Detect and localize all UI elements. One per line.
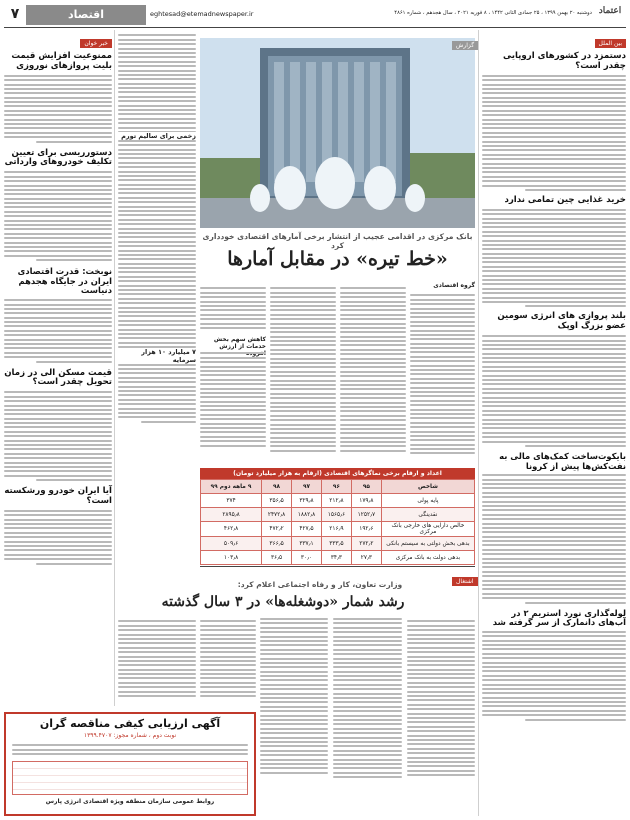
table-cell: ۵۰۹٫۶ — [201, 537, 262, 551]
right-story-body-4 — [482, 474, 626, 603]
table-cell: ۲۸۹۵٫۸ — [201, 508, 262, 522]
left-section-label: خبر خوان — [4, 30, 112, 49]
center-text-col-1 — [118, 32, 196, 482]
story-author: گروه اقتصادی — [433, 282, 475, 289]
story-body-col-b — [340, 285, 406, 461]
left-story-body-5 — [4, 510, 112, 565]
building-illustration — [200, 38, 475, 228]
table-cell: ۴۲۷٫۵ — [292, 522, 322, 537]
story-body-col-d — [200, 285, 266, 333]
table-cell: ۳۵۶٫۵ — [262, 494, 292, 508]
right-story-body-2 — [482, 209, 626, 308]
table-row — [201, 494, 475, 508]
left-story-body-3 — [4, 299, 112, 362]
left-story-headline-5: آیا ایران خودرو ورشکسته است؟ — [4, 486, 112, 507]
table-cell: ۲۷۲٫۲ — [351, 537, 381, 551]
table-cell: ۲۴۷۲٫۸ — [262, 508, 292, 522]
table-row — [201, 508, 475, 522]
header-date-line: دوشنبه ۲۰ بهمن ۱۳۹۹ ، ۲۵ جمادی الثانی ۱۴۴۲ ، ۸ فوریه ۲۰۲۱ ، سال هجدهم ، شماره ۴۸۶۱ — [394, 10, 592, 16]
table-cell: ۳۲۹٫۸ — [292, 494, 322, 508]
right-story-headline-3: بلند پروازی های انرژی سومین عضو بزرگ اوپک — [497, 311, 626, 332]
left-story-headline-1: ممنوعیت افزایش قیمت بلیت پروازهای نوروزی — [11, 51, 112, 71]
left-story-headline-3: نوبخت: قدرت اقتصادی ایران در جایگاه هجدهم دنیاست — [17, 266, 112, 296]
table-cell: بدهی دولت به بانک مرکزی — [381, 551, 474, 565]
bank-building-photo — [200, 38, 475, 228]
table-row — [201, 522, 475, 537]
table-header-cell: ۹۸ — [262, 480, 292, 494]
table-cell: ۲۷٫۳ — [351, 551, 381, 565]
left-story-body-2 — [4, 171, 112, 261]
table-cell: خالص دارایی های خارجی بانک مرکزی — [381, 522, 474, 537]
right-column — [482, 30, 626, 816]
right-story-headline-5: لوله‌گذاری نورد استریم ۲ در آب‌های دانمارک از سر گرفته شد — [492, 607, 626, 628]
table-row — [201, 537, 475, 551]
right-story-headline-1: دستمزد در کشورهای اروپایی چقدر است؟ — [503, 51, 626, 71]
table-header-cell: شاخص — [381, 480, 474, 494]
table-cell: ۱۸۸۲٫۸ — [292, 508, 322, 522]
story-body-col-a — [410, 292, 475, 460]
story-body-col-e — [200, 350, 266, 460]
ad-grid — [12, 761, 248, 795]
table-cell: ۱۵۶۵٫۶ — [321, 508, 351, 522]
table-cell: ۳۶٫۵ — [262, 551, 292, 565]
table-header-cell: ۹۶ — [321, 480, 351, 494]
table-cell: ۲۱۲٫۸ — [321, 494, 351, 508]
newspaper-logo: اعتماد — [598, 6, 622, 16]
story-kicker-tag: گزارش — [452, 32, 478, 51]
sub-head-2: ۷ میلیارد ۱۰ هزار سرمایه — [118, 348, 196, 364]
table-grid — [200, 479, 475, 565]
left-story-body-1 — [4, 75, 112, 143]
table-row — [201, 551, 475, 565]
left-column — [4, 30, 112, 710]
table-cell: ۱۲۵۲٫۷ — [351, 508, 381, 522]
story-headline: «خط تیره» در مقابل آمارها — [227, 248, 448, 270]
right-story-body-5 — [482, 631, 626, 721]
table-cell: ۳۳۷٫۱ — [292, 537, 322, 551]
section-title: اقتصاد — [67, 8, 105, 21]
ad-footer: روابط عمومی سازمان منطقه ویژه اقتصادی انرژی پارس — [45, 797, 215, 805]
table-header-row — [201, 480, 475, 494]
table-cell: بدهی بخش دولتی به سیستم بانکی — [381, 537, 474, 551]
table-cell: ۱۰۳٫۸ — [201, 551, 262, 565]
table-cell: ۳۷۴ — [201, 494, 262, 508]
table-cell: ۳۶۶٫۵ — [262, 537, 292, 551]
table-cell: ۱۹۲٫۶ — [351, 522, 381, 537]
right-section-label: بین الملل — [482, 30, 626, 49]
employment-kicker: وزارت تعاون، کار و رفاه اجتماعی اعلام کرد: — [237, 580, 403, 589]
table-cell: ۲۱۶٫۹ — [321, 522, 351, 537]
employment-body-left — [200, 618, 256, 710]
right-story-headline-4: بایکوت‌ساخت کمک‌های مالی به نفت‌کش‌ها پیش از کرونا — [499, 450, 626, 471]
story-dek: بانک مرکزی در اقدامی عجیب از انتشار برخی آمارهای اقتصادی خودداری کرد — [202, 232, 473, 250]
left-story-body-4 — [4, 391, 112, 481]
table-header-cell: ۹ ماهه دوم ۹۹ — [201, 480, 262, 494]
employment-body-far-left — [118, 618, 196, 710]
right-story-headline-2: خرید غذایی چین تمامی ندارد — [504, 194, 626, 205]
page-header — [0, 0, 630, 32]
table-cell: ۳۴٫۳ — [321, 551, 351, 565]
story-body-col-c — [270, 285, 336, 461]
sub-head-3: کاهش سهم بخش خدمات از ارزش — [213, 336, 266, 350]
sub-head-1: زخمی برای سالیم تورم — [118, 132, 196, 140]
table-cell: پایه پولی — [381, 494, 474, 508]
employment-section-tag: اشتغال — [452, 568, 478, 587]
table-cell: ۱۷۹٫۸ — [351, 494, 381, 508]
right-story-body-1 — [482, 75, 626, 191]
left-story-headline-2: دستورریسی برای تعیین تکلیف خودروهای وارداتی — [4, 147, 112, 168]
right-story-body-3 — [482, 335, 626, 447]
ad-body — [6, 739, 254, 761]
employment-headline: رشد شمار «دوشغله‌ها» در ۳ سال گذشته — [161, 594, 405, 610]
left-story-headline-4: قیمت مسکن الی در زمان تحویل چقدر است؟ — [4, 367, 112, 388]
header-email: eghtesad@etemadnewspaper.ir — [150, 10, 254, 18]
table-cell: ۳۰٫۰ — [292, 551, 322, 565]
table-cell: ۳۳۳٫۵ — [321, 537, 351, 551]
tender-ad — [4, 712, 256, 816]
ad-subtitle: نوبت دوم ، شماره مجوز: ۱۳۹۹.۴۷۰۷ — [83, 732, 177, 739]
table-cell: نقدینگی — [381, 508, 474, 522]
ad-title: آگهی ارزیابی کیفی مناقصه گران — [39, 717, 221, 730]
table-header-cell: ۹۵ — [351, 480, 381, 494]
table-title: اعداد و ارقام برخی نماگرهای اقتصادی (ارقام به هزار میلیارد تومان) — [200, 468, 475, 479]
employment-body — [260, 618, 475, 813]
table-cell: ۴۶۲٫۸ — [201, 522, 262, 537]
indicator-table — [200, 468, 475, 565]
table-header-cell: ۹۷ — [292, 480, 322, 494]
table-cell: ۴۷۲٫۲ — [262, 522, 292, 537]
page-number: ۷ — [10, 6, 20, 22]
